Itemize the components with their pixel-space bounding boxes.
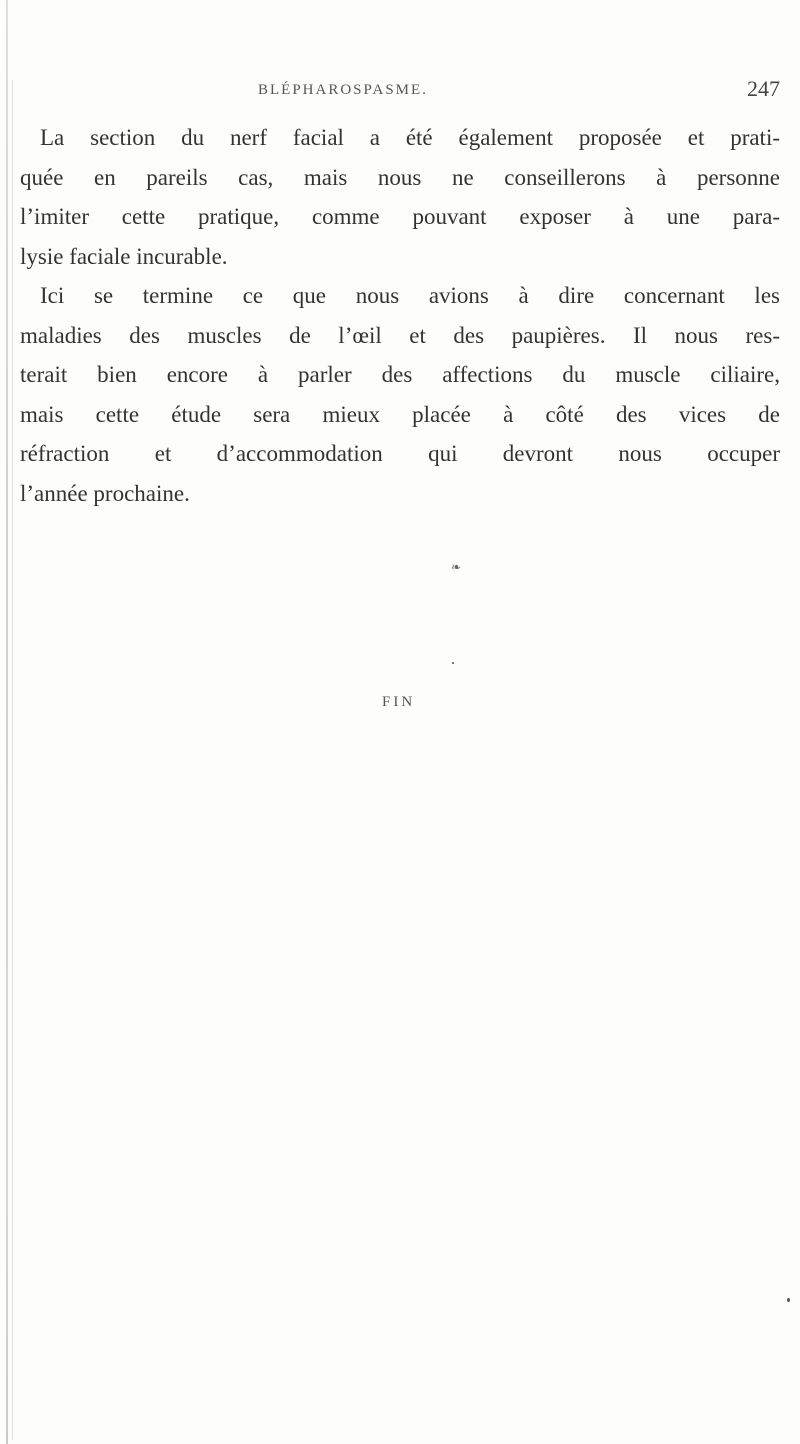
text-line: l’imiter cette pratique, comme pouvant exposer à une para- bbox=[20, 204, 780, 229]
paper-speck bbox=[452, 662, 454, 664]
page-gutter-shadow bbox=[12, 80, 13, 1440]
text-line: La section du nerf facial a été également proposée et prati- bbox=[40, 125, 780, 150]
text-line: mais cette étude sera mieux placée à côté des vices de bbox=[20, 401, 780, 427]
text-line: Ici se termine ce que nous avions à dire concernant les bbox=[40, 283, 780, 308]
body-text bbox=[20, 118, 780, 513]
text-line: quée en pareils cas, mais nous ne conseillerons à personne bbox=[20, 164, 780, 190]
text-line: l’année prochaine. bbox=[20, 480, 190, 506]
text-line: réfraction et d’accommodation qui devront nous occuper bbox=[20, 441, 780, 466]
ornament-mark: ❧ bbox=[451, 560, 462, 574]
page-gutter-edge bbox=[6, 0, 8, 1444]
text-line: maladies des muscles de l’œil et des paupières. Il nous res- bbox=[20, 322, 780, 348]
page-number: 247 bbox=[747, 76, 780, 101]
text-line: terait bien encore à parler des affections du muscle ciliaire, bbox=[20, 362, 780, 387]
running-head: BLÉPHAROSPASME. bbox=[258, 82, 428, 98]
fin-label: FIN bbox=[382, 694, 416, 710]
text-line: lysie faciale incurable. bbox=[20, 243, 228, 269]
page-header bbox=[20, 76, 780, 110]
paper-speck bbox=[787, 1298, 790, 1302]
